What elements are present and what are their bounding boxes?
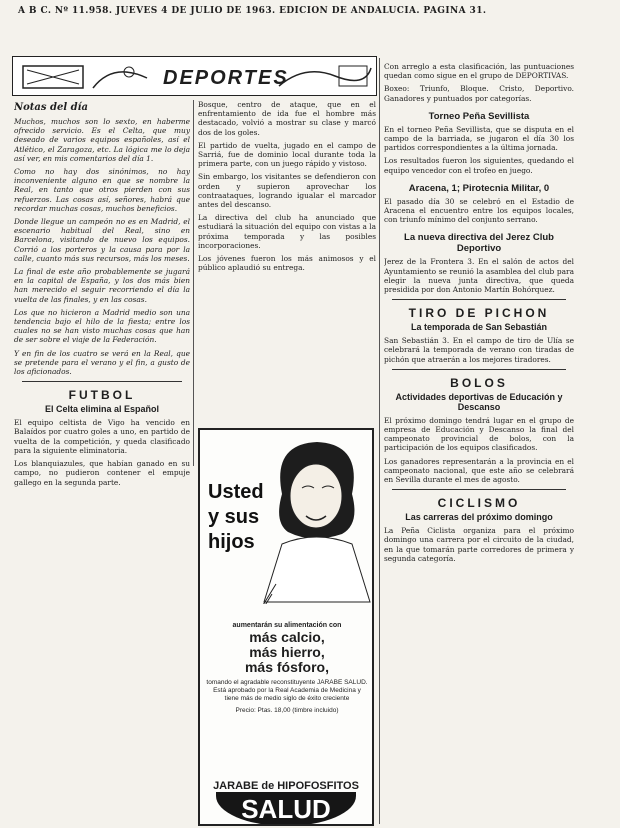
- ad-headline: [208, 480, 264, 555]
- article-paragraph: Boxeo: Triunfo, Bloque. Cristo, Deportivo. Ganadores y puntuados por categorías.: [384, 84, 574, 103]
- ad-headline-line: hijos: [208, 531, 255, 553]
- article-paragraph: El equipo celtista de Vigo ha vencido en Balaídos por cuatro goles a uno, en partido de vuelta de la competición, y queda clasificado para la siguiente eliminatoria.: [14, 418, 190, 455]
- tiro-headline: La temporada de San Sebastián: [410, 322, 548, 333]
- divider: [392, 369, 566, 370]
- ad-nutrient: más calcio,: [249, 629, 325, 645]
- ad-body: [206, 622, 368, 715]
- article-paragraph: El próximo domingo tendrá lugar en el grupo de empresa de Educación y Descanso la final del campeonato provincial de bolos, con la participación de los equipos clasificados.: [384, 415, 574, 453]
- notas-paragraph: Como no hay dos sinónimos, no hay inconveniente alguno en que se nombre la Real, en tanto que otros pierden con sus refuerzos. Las cosas así, señores, habrá que recordar muchas cosas, muchos beneficios.: [14, 167, 190, 213]
- ad-headline-line: y sus: [208, 506, 260, 528]
- article-paragraph: La Peña Ciclista organiza para el próximo domingo una carrera por el circuito de la ciudad, en la que tomarán parte corredores de primera y segunda categoría.: [384, 526, 574, 563]
- article-paragraph: Sin embargo, los visitantes se defendieron con orden y supieron aprovechar los contraataques, logrando igualar el marcador antes del descanso.: [198, 172, 376, 210]
- running-header: A B C. Nº 11.958. JUEVES 4 DE JULIO DE 1963. EDICION DE ANDALUCIA. PAGINA 31.: [18, 6, 487, 16]
- sports-illustration-left: [17, 58, 157, 94]
- column-rule: [379, 58, 380, 824]
- ad-nutrient: más fósforo,: [244, 659, 329, 675]
- ad-price: Precio: Ptas. 18,00 (timbre incluido): [235, 707, 339, 714]
- ciclismo-section: CICLISMO: [437, 496, 521, 511]
- notas-title: Notas del día: [14, 102, 88, 113]
- sports-banner: [12, 56, 377, 96]
- woman-illustration: [252, 434, 372, 604]
- bolos-section: BOLOS: [450, 375, 508, 390]
- column-1: [14, 100, 190, 824]
- notas-paragraph: Donde llegue un campeón no es en Madrid, el escenario habitual del Real, sino en Barcelona, visitando de nuevo los equipos. Corrió a los porteros y la causa para por la calle, cuanto más sus recursos, más los meses.: [14, 217, 190, 263]
- article-paragraph: Con arreglo a esta clasificación, las puntuaciones quedan como sigue en el grupo de DEPORTIVAS.: [384, 62, 574, 81]
- article-paragraph: San Sebastián 3. En el campo de tiro de Ulía se celebrará la temporada de verano con tiradas de pichón que atraerán a los mejores tiradores.: [384, 336, 574, 364]
- notas-paragraph: Muchos, muchos son lo sexto, en haberme ofrecido servicio. Es el Celta, que muy deseado de varios equipos españoles, así el Atlético, el Zaragoza, etc. La lógica me lo deja así ver, en mis comentarios del día 1.: [14, 117, 190, 163]
- jarabe-salud-advertisement: [198, 428, 374, 826]
- notas-paragraph: La final de este año probablemente se jugará en la capital de España, y los dos más bien han merecido el seguir recorriendo el día la vuelta de las finales, y en las cosas.: [14, 267, 190, 304]
- article-paragraph: Los ganadores representarán a la provincia en el campeonato nacional, que este año se celebrará en Sevilla durante el mes de agosto.: [384, 456, 574, 485]
- divider: [392, 489, 566, 490]
- article-paragraph: Jerez de la Frontera 3. En el salón de actos del Ayuntamiento se reunió la asamblea del club para elegir la nueva junta directiva, que queda presidida por don Antonio Martín Bohórquez.: [384, 257, 574, 295]
- tiro-section: TIRO DE PICHON: [408, 306, 550, 321]
- notas-paragraph: Los que no hicieron a Madrid medio son una tendencia bajo el hilo de la fiesta; entre los cuales no se han visto muchas cosas que han de ser sobre el viaje de la Federación.: [14, 307, 190, 345]
- divider: [392, 299, 566, 300]
- article-paragraph: Los resultados fueron los siguientes, quedando el equipo vencedor con el trofeo en juego.: [384, 156, 574, 175]
- sports-illustration-right: [275, 58, 375, 94]
- column-2: [198, 100, 376, 422]
- section-title: DEPORTES: [163, 67, 289, 89]
- ad-product-name: JARABE de HIPOFOSFITOS: [213, 780, 359, 792]
- article-paragraph: El partido de vuelta, jugado en el campo de Sarriá, fue de dominio local durante toda la primera parte, con un juego rápido y vistoso.: [198, 140, 376, 169]
- column-rule: [193, 100, 194, 466]
- article-paragraph: La directiva del club ha anunciado que estudiará la situación del equipo con vistas a la próxima temporada y las posibles incorporaciones.: [198, 213, 376, 250]
- ad-nutrient: más hierro,: [249, 644, 325, 660]
- ad-brand-logo: SALUD: [216, 792, 356, 826]
- aracena-headline: Aracena, 1; Pirotecnia Militar, 0: [408, 182, 550, 194]
- article-paragraph: Los jóvenes fueron los más animosos y el público aplaudió su entrega.: [198, 254, 376, 273]
- bolos-headline: Actividades deportivas de Educación y Descanso: [395, 391, 563, 412]
- celta-headline: El Celta elimina al Español: [44, 404, 160, 415]
- article-paragraph: El pasado día 30 se celebró en el Estadio de Aracena el encuentro entre los equipos locales, con triunfo mínimo del conjunto serrano.: [384, 196, 574, 225]
- ad-intro: aumentarán su alimentación con: [232, 622, 342, 629]
- ad-headline-line: Usted: [208, 481, 264, 503]
- article-paragraph: Los blanquiazules, que habían ganado en su campo, no pudieron contener el empuje gallego en la segunda parte.: [14, 459, 190, 487]
- column-3: [384, 62, 574, 824]
- ciclismo-headline: Las carreras del próximo domingo: [405, 512, 553, 523]
- article-paragraph: En el torneo Peña Sevillista, que se disputa en el campo de la barriada, se jugaron el día 30 los partidos correspondientes a la última jornada.: [384, 124, 574, 153]
- article-paragraph: Bosque, centro de ataque, que en el enfrentamiento de ida fue el hombre más destacado, volvió a mostrar su clase y marcó dos de los goles.: [198, 100, 376, 137]
- ad-description: tomando el agradable reconstituyente JARABE SALUD. Está aprobado por la Real Academia de Medicina y tiene más de medio siglo de éxito creciente: [206, 679, 368, 702]
- notas-paragraph: Y en fin de los cuatro se verá en la Real, que se pretende para el verano y el fin, a gusto de los aficionados.: [14, 348, 190, 377]
- jerez-headline: La nueva directiva del Jerez Club Deportivo: [404, 232, 554, 255]
- futbol-section: FUTBOL: [68, 388, 136, 403]
- divider: [22, 381, 182, 382]
- torneo-headline: Torneo Peña Sevillista: [428, 110, 530, 122]
